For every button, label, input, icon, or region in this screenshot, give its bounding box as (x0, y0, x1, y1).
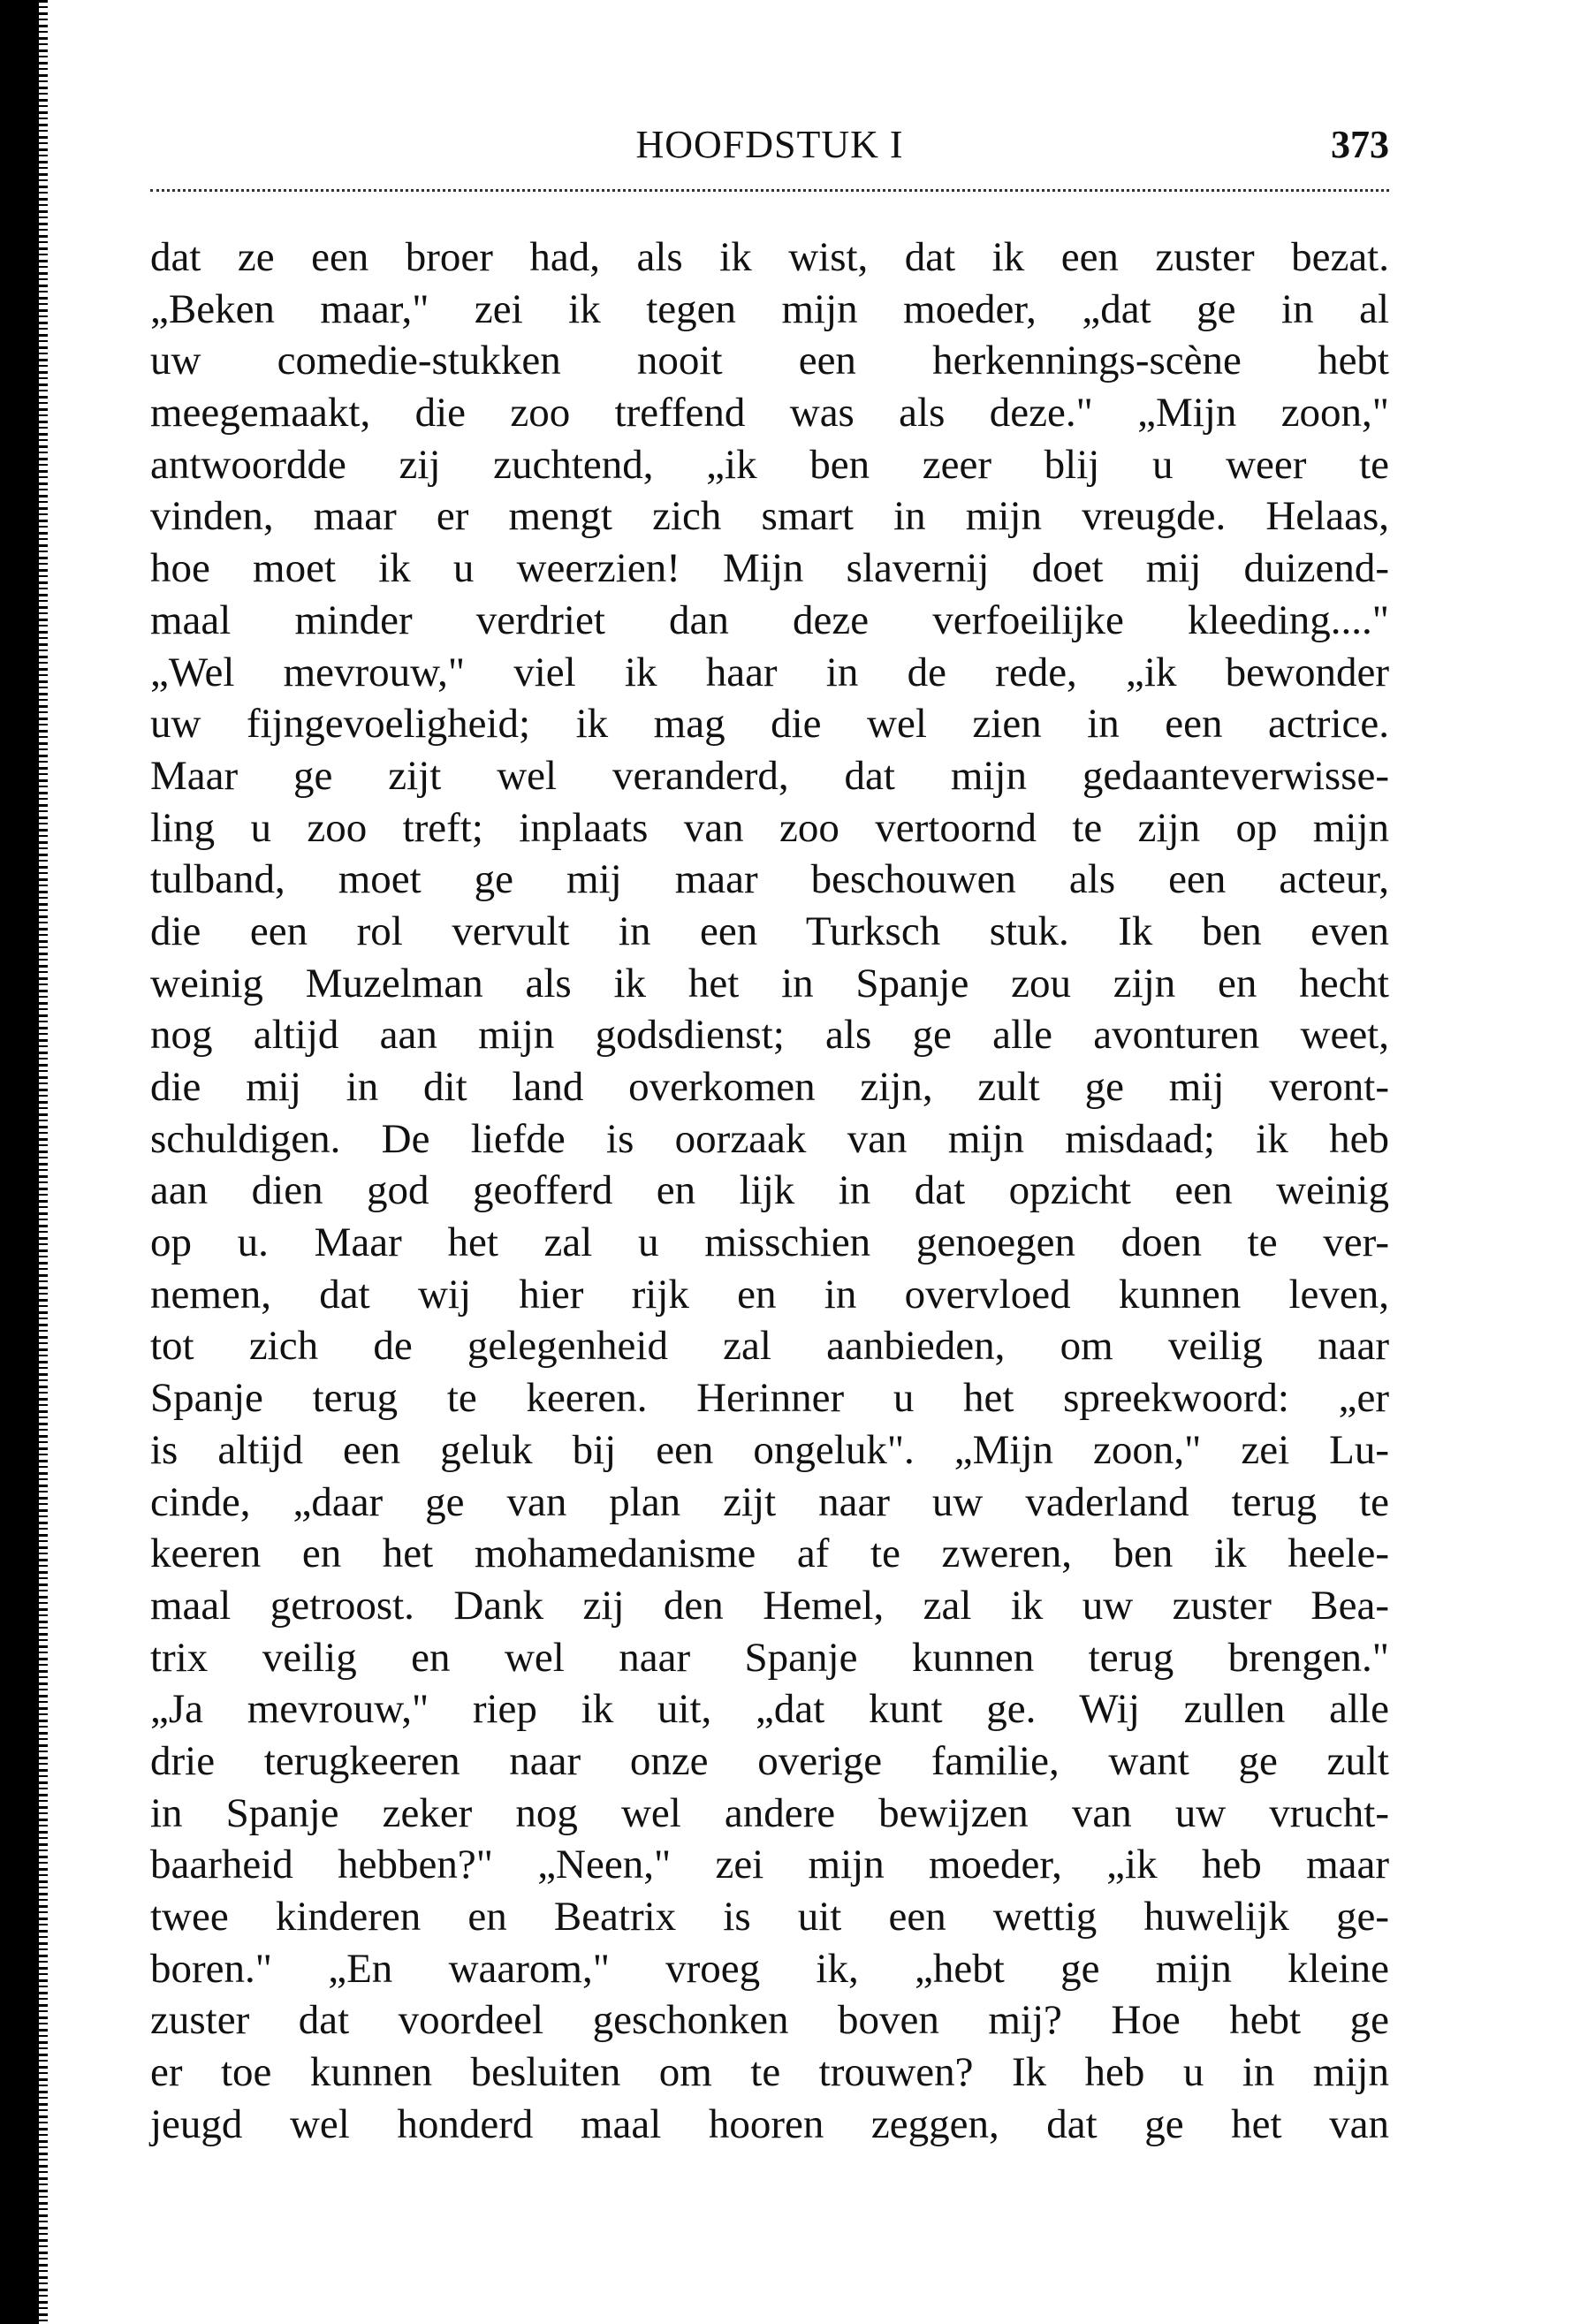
text-line: er toe kunnen besluiten om te trouwen? Ik heb u in mijn (150, 2049, 1389, 2096)
text-line: boren." „En waarom," vroeg ik, „hebt ge mijn kleine (150, 1945, 1389, 1992)
page-header (150, 122, 1389, 175)
text-line: meegemaakt, die zoo treffend was als deze." „Mijn zoon," (150, 390, 1389, 437)
text-line: aan dien god geofferd en lijk in dat opzicht een weinig (150, 1167, 1389, 1214)
text-line: schuldigen. De liefde is oorzaak van mijn misdaad; ik heb (150, 1115, 1389, 1162)
text-line: die een rol vervult in een Turksch stuk. Ik ben even (150, 908, 1389, 954)
text-line: weinig Muzelman als ik het in Spanje zou zijn en hecht (150, 960, 1389, 1006)
text-line: is altijd een geluk bij een ongeluk". „Mijn zoon," zei Lu- (150, 1426, 1389, 1473)
text-line: Maar ge zijt wel veranderd, dat mijn gedaanteverwisse- (150, 752, 1389, 799)
text-line: zuster dat voordeel geschonken boven mij? Hoe hebt ge (150, 1997, 1389, 2044)
text-line: in Spanje zeker nog wel andere bewijzen van uw vrucht- (150, 1789, 1389, 1836)
text-line: antwoordde zij zuchtend, „ik ben zeer blij u weer te (150, 441, 1389, 488)
header-dotted-rule (150, 189, 1389, 192)
text-line: Spanje terug te keeren. Herinner u het spreekwoord: „er (150, 1375, 1389, 1422)
text-line: dat ze een broer had, als ik wist, dat ik een zuster bezat. (150, 234, 1389, 280)
text-line: trix veilig en wel naar Spanje kunnen terug brengen." (150, 1634, 1389, 1681)
text-line: baarheid hebben?" „Neen," zei mijn moeder, „ik heb maar (150, 1842, 1389, 1888)
text-line: maal minder verdriet dan deze verfoeilijke kleeding...." (150, 596, 1389, 643)
text-line: cinde, „daar ge van plan zijt naar uw vaderland terug te (150, 1478, 1389, 1525)
text-line: tot zich de gelegenheid zal aanbieden, om veilig naar (150, 1323, 1389, 1370)
text-line: nog altijd aan mijn godsdienst; als ge alle avonturen weet, (150, 1012, 1389, 1059)
text-line: die mij in dit land overkomen zijn, zult ge mij veront- (150, 1064, 1389, 1110)
text-line: ling u zoo treft; inplaats van zoo vertoornd te zijn op mijn (150, 804, 1389, 851)
text-line: uw fijngevoeligheid; ik mag die wel zien in een actrice. (150, 701, 1389, 748)
running-title: HOOFDSTUK I (635, 123, 904, 166)
text-line: drie terugkeeren naar onze overige familie, want ge zult (150, 1737, 1389, 1784)
text-line: maal getroost. Dank zij den Hemel, zal ik uw zuster Bea- (150, 1582, 1389, 1629)
text-line: tulband, moet ge mij maar beschouwen als een acteur, (150, 856, 1389, 903)
text-line: keeren en het mohamedanisme af te zweren, ben ik heele- (150, 1530, 1389, 1577)
text-line: „Ja mevrouw," riep ik uit, „dat kunt ge. Wij zullen alle (150, 1686, 1389, 1733)
text-line: twee kinderen en Beatrix is uit een wettig huwelijk ge- (150, 1894, 1389, 1940)
text-line: „Beken maar," zei ik tegen mijn moeder, „dat ge in al (150, 285, 1389, 332)
text-line: uw comedie-stukken nooit een herkennings-scène hebt (150, 338, 1389, 384)
text-line: „Wel mevrouw," viel ik haar in de rede, „ik bewonder (150, 649, 1389, 695)
body-text (150, 232, 1389, 2150)
text-line: op u. Maar het zal u misschien genoegen doen te ver- (150, 1219, 1389, 1266)
text-line: vinden, maar er mengt zich smart in mijn vreugde. Helaas, (150, 493, 1389, 540)
text-line: nemen, dat wij hier rijk en in overvloed kunnen leven, (150, 1271, 1389, 1318)
page-number: 373 (1331, 123, 1389, 166)
text-line: hoe moet ik u weerzien! Mijn slavernij doet mij duizend- (150, 545, 1389, 592)
text-line: jeugd wel honderd maal hooren zeggen, dat ge het van (150, 2100, 1389, 2147)
book-spine-edge (0, 0, 41, 2324)
